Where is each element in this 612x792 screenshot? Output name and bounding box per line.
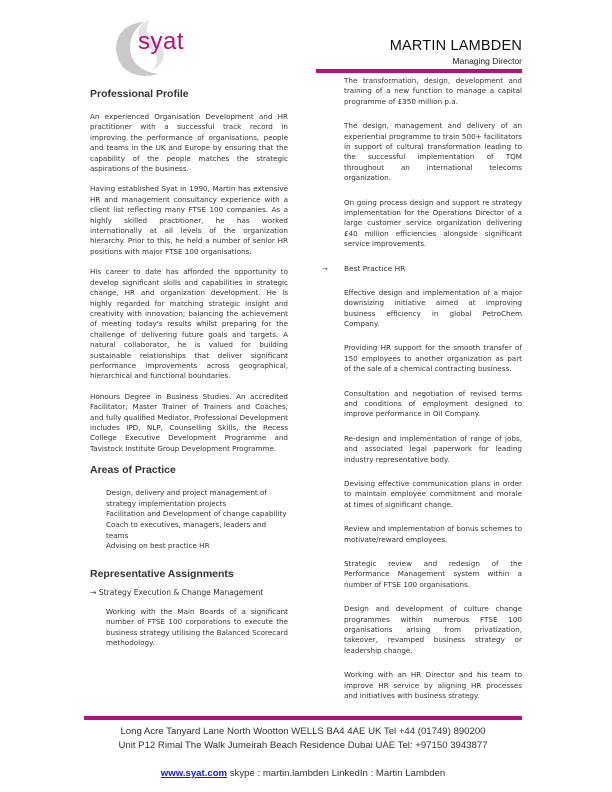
logo-wordmark: syat	[138, 28, 185, 55]
list-item: Strategic review and redesign of the Performance Management system within a number of FTSE 100 organisations.	[344, 559, 522, 589]
hr-subheading: → Best Practice HR	[322, 263, 406, 273]
assignments-heading: Representative Assignments	[90, 567, 234, 580]
list-item: Re-design and implementation of range of jobs, and associated legal paperwork for leading industry representative body.	[344, 433, 522, 464]
list-item: Providing HR support for the smooth transfer of 150 employees to another organization as part of the sale of a chemical contracting business.	[344, 343, 522, 374]
person-title: Managing Director	[452, 56, 522, 66]
profile-paragraph: Honours Degree in Business Studies. An accredited Facilitator; Master Trainer of Trainers and Coaches; and fully qualified Mediator, Professional Development includes IPD, NLP, Counselling Skills, the Recess College Executive Development Programme and Tavistock Institute Group Development Programme.	[90, 391, 288, 453]
profile-paragraph: His career to date has afforded the opportunity to develop significant skills and capabilities in strategic change, HR and organization development. He is highly regarded for matching strategic insight and creativity with innovation; balancing the achievement of meeting today's results whilst preparing for the challenge of delivering future goals and targets. A natural collaborator, he is valued for building sustainable relationships that deliver significant performance improvements across geographical, hierarchical and functional boundaries.	[90, 267, 288, 381]
header-divider	[316, 69, 522, 73]
right-column	[322, 76, 522, 711]
left-column	[90, 88, 288, 648]
footer-contacts	[84, 768, 522, 780]
areas-list	[90, 488, 288, 552]
footer-uk-address: Long Acre Tanyard Lane North Wootton WELLS BA4 4AE UK Tel +44 (01749) 890200	[120, 726, 486, 737]
list-item: Effective design and implementation of a major downsizing initiative aimed at improving business efficiency in global PetroChem Company.	[344, 287, 522, 328]
website-link[interactable]: www.syat.com	[160, 768, 228, 779]
strategy-subheading: → Strategy Execution & Change Management	[90, 587, 264, 597]
list-item: Advising on best practice HR	[106, 541, 210, 551]
person-name: MARTIN LAMBDEN	[389, 38, 522, 54]
list-item: The transformation, design, development and training of a new function to manage a capital programme of £350 million p.a.	[344, 76, 522, 106]
list-item: Design, delivery and project management of strategy implementation projects	[106, 488, 267, 508]
list-item: Facilitation and Development of change capability	[106, 509, 287, 519]
list-item: Consultation and negotiation of revised terms and conditions of employment designed to improve performance in Oil Company.	[344, 388, 522, 419]
profile-heading: Professional Profile	[90, 88, 189, 100]
list-item: Devising effective communication plans in order to maintain employee commitment and morale at times of significant change.	[344, 478, 522, 509]
arrow-right-icon: →	[322, 264, 328, 273]
profile-paragraph: Having established Syat in 1990, Martin has extensive HR and management consultancy experience with a client list reflecting many FTSE 100 companies. As a highly skilled practitioner, he has worked internationally at all levels of the organization hierarchy. Prior to this, he held a number of senior HR positions with major FTSE 100 organisations.	[90, 184, 288, 256]
list-item: Design and development of culture change programmes within numerous FTSE 100 organisations arising from privatization, takeover, revamped business strategy or leadership change.	[344, 604, 522, 655]
list-item: Coach to executives, managers, leaders and teams	[106, 519, 267, 540]
areas-heading: Areas of Practice	[90, 464, 176, 477]
list-item: Working with the Main Boards of a significant number of FTSE 100 corporations to execute the business strategy utilising the Balanced Scorecard methodology.	[106, 606, 288, 647]
list-item: Review and implementation of bonus schemes to motivate/reward employees.	[344, 524, 522, 544]
footer-divider	[84, 716, 522, 720]
list-item: On going process design and support re strategy implementation for the Operations Director of a large customer service organization delivering £40 million efficiencies alongside significant service improvements.	[344, 197, 522, 249]
list-item: The design, management and delivery of an experiential programme to train 500+ facilitators in support of cultural transformation leading to the successful implementation of TQM throughout an international telecoms organization.	[344, 121, 522, 183]
arrow-right-icon: →	[90, 587, 97, 597]
profile-paragraph: An experienced Organisation Development and HR practitioner with a successful track record in improving the performance of organisations, people and teams in the UK and Europe by ensuring that the capability of the people matches the strategic aspirations of the business.	[90, 112, 288, 174]
footer-dubai-address: Unit P12 Rimal The Walk Jumeirah Beach Residence Dubai UAE Tel: +97150 3943877	[118, 740, 488, 751]
contact-details: skype : martin.lambden LinkedIn : Martin Lambden	[227, 768, 446, 779]
list-item: Working with an HR Director and his team to improve HR service by aligning HR processes and initiatives with business strategy.	[344, 670, 522, 701]
